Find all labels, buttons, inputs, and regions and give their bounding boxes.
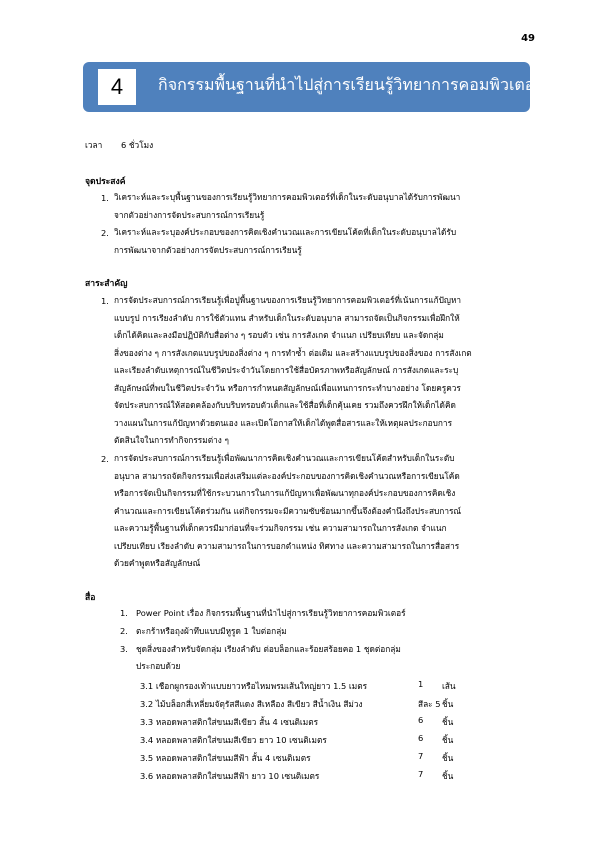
- sub-item-qty: 7: [418, 769, 424, 779]
- time-label: เวลา: [85, 140, 103, 150]
- media-number: 2.: [120, 626, 128, 636]
- list-item: [140, 769, 470, 785]
- time-value: 6 ชั่วโมง: [121, 140, 154, 150]
- media-number: 3.: [120, 644, 128, 654]
- sub-item-text: 3.6 หลอดพลาสติกใส่ขนมสีฟ้า ยาว 10 เซนติเมตร: [140, 771, 320, 781]
- objective-2: วิเคราะห์และระบุองค์ประกอบของการคิดเชิงคำนวณและการเขียนโค้ดที่เด็กในระดับอนุบาลได้รับ การพัฒนาจากตัวอย่างการจัดประสบการณ์การเรียนรู้: [114, 227, 457, 255]
- sub-item-unit: เส้น: [442, 681, 456, 691]
- sub-item-qty: 6: [418, 715, 424, 725]
- sub-item-qty: 6: [418, 733, 424, 743]
- sub-item-unit: ชิ้น: [442, 699, 454, 709]
- sub-item-text: 3.5 หลอดพลาสติกใส่ขนมสีฟ้า สั้น 4 เซนติเมตร: [140, 753, 311, 763]
- sub-item-unit: ชิ้น: [442, 717, 454, 727]
- objectives-heading: จุดประสงค์: [85, 177, 126, 187]
- page-number: 49: [521, 33, 535, 44]
- sub-item-qty: สีละ 5: [418, 699, 441, 709]
- objective-number: 2.: [101, 228, 109, 238]
- media-item-2: ตะกร้าหรือถุงผ้าทึบแบบมีหูรูด 1 ใบต่อกลุ่ม: [136, 626, 287, 636]
- media-number: 1.: [120, 608, 128, 618]
- sub-item-text: 3.4 หลอดพลาสติกใส่ขนมสีเขียว ยาว 10 เซนติเมตร: [140, 735, 327, 745]
- sub-item-qty: 7: [418, 751, 424, 761]
- objective-1: วิเคราะห์และระบุพื้นฐานของการเรียนรู้วิทยาการคอมพิวเตอร์ที่เด็กในระดับอนุบาลได้รับการพัฒนา จากตัวอย่างการจัดประสบการณ์การเรียนรู้: [114, 192, 461, 220]
- sub-item-unit: ชิ้น: [442, 753, 454, 763]
- list-item: [140, 715, 470, 731]
- list-item: [140, 751, 470, 767]
- chapter-number: 4: [98, 69, 136, 105]
- chapter-banner: [83, 62, 543, 112]
- concept-number: 2.: [101, 454, 109, 464]
- media-heading: สื่อ: [85, 593, 96, 603]
- sub-item-unit: ชิ้น: [442, 771, 454, 781]
- sub-item-qty: 1: [418, 679, 424, 689]
- media-item-3-cont: ประกอบด้วย: [136, 661, 181, 671]
- key-concepts-heading: สาระสำคัญ: [85, 279, 128, 289]
- list-item: [140, 733, 470, 749]
- sub-item-text: 3.1 เชือกผูกรองเท้าแบบยาวหรือไหมพรมเส้นใหญ่ยาว 1.5 เมตร: [140, 681, 368, 691]
- list-item: [140, 697, 470, 713]
- concept-number: 1.: [101, 296, 109, 306]
- sub-item-unit: ชิ้น: [442, 735, 454, 745]
- chapter-title: กิจกรรมพื้นฐานที่นำไปสู่การเรียนรู้วิทยาการคอมพิวเตอร์: [158, 75, 543, 94]
- sub-item-text: 3.2 ไม้บล็อกสี่เหลี่ยมจัตุรัสสีแดง สีเหลือง สีเขียว สีน้ำเงิน สีม่วง: [140, 699, 363, 709]
- list-item: [140, 679, 470, 695]
- media-item-1: Power Point เรื่อง กิจกรรมพื้นฐานที่นำไปสู่การเรียนรู้วิทยาการคอมพิวเตอร์: [136, 608, 406, 618]
- concept-2: การจัดประสบการณ์การเรียนรู้เพื่อพัฒนาการคิดเชิงคำนวณและการเขียนโค้ดสำหรับเด็กในระดับ อนุบาล สามารถจัดกิจกรรมเพื่อส่งเสริมแต่ละองค์ประกอบของการคิดเชิงคำนวณหรือการเขียนโค้ด หรือการจัดเป็นกิจกรรมที่ใช้กระบวนการในการแก้ปัญหาเพื่อพัฒนาทุกองค์ประกอบของการคิดเชิง คำนวณและการเขียนโค้ดร่วมกัน แต่กิจกรรมจะมีความซับซ้อนมากขึ้นจึงต้องคำนึงถึงประสบการณ์ และความรู้พื้นฐานที่เด็กควรมีมาก่อนที่จะร่วมกิจกรรม เช่น ความสามารถในการสังเกต จำแนก เปรียบเทียบ เรียงลำดับ ความสามารถในการบอกตำแหน่ง ทิศทาง และความสามารถในการสื่อสาร ด้วยคำพูดหรือสัญลักษณ์: [114, 453, 462, 568]
- sub-item-text: 3.3 หลอดพลาสติกใส่ขนมสีเขียว สั้น 4 เซนติเมตร: [140, 717, 319, 727]
- objective-number: 1.: [101, 193, 109, 203]
- concept-1: การจัดประสบการณ์การเรียนรู้เพื่อปูพื้นฐานของการเรียนรู้วิทยาการคอมพิวเตอร์ที่เน้นการแก้ปัญหา แบบรูป การเรียงลำดับ การใช้ตัวแทน สำหรับเด็กในระดับอนุบาล สามารถจัดเป็นกิจกรรมเพื่อฝึกให้ เด็กได้คิดและลงมือปฏิบัติกับสื่อต่าง ๆ รอบตัว เช่น การสังเกต จำแนก เปรียบเทียบ และจัดกลุ่ม สิ่งของต่าง ๆ การสังเกตแบบรูปของสิ่งต่าง ๆ การทำซ้ำ ต่อเติม และสร้างแบบรูปของสิ่งของ การสังเกต และเรียงลำดับเหตุการณ์ในชีวิตประจำวันโดยการใช้สื่อบัตรภาพหรือสัญลักษณ์ การสังเกตและระบุ สัญลักษณ์ที่พบในชีวิตประจำวัน หรือการกำหนดสัญลักษณ์เพื่อแทนการกระทำบางอย่าง โดยครูควร จัดประสบการณ์ให้สอดคล้องกับบริบทรอบตัวเด็กและใช้สื่อที่เด็กคุ้นเคย รวมถึงควรฝึกให้เด็กได้คิด วางแผนในการแก้ปัญหาด้วยตนเอง และเปิดโอกาสให้เด็กได้พูดสื่อสารและให้เหตุผลประกอบการ ตัดสินใจในการทำกิจกรรมต่าง ๆ: [114, 295, 472, 445]
- media-item-3: ชุดสิ่งของสำหรับจัดกลุ่ม เรียงลำดับ ต่อบล็อกและร้อยสร้อยคอ 1 ชุดต่อกลุ่ม: [136, 644, 401, 654]
